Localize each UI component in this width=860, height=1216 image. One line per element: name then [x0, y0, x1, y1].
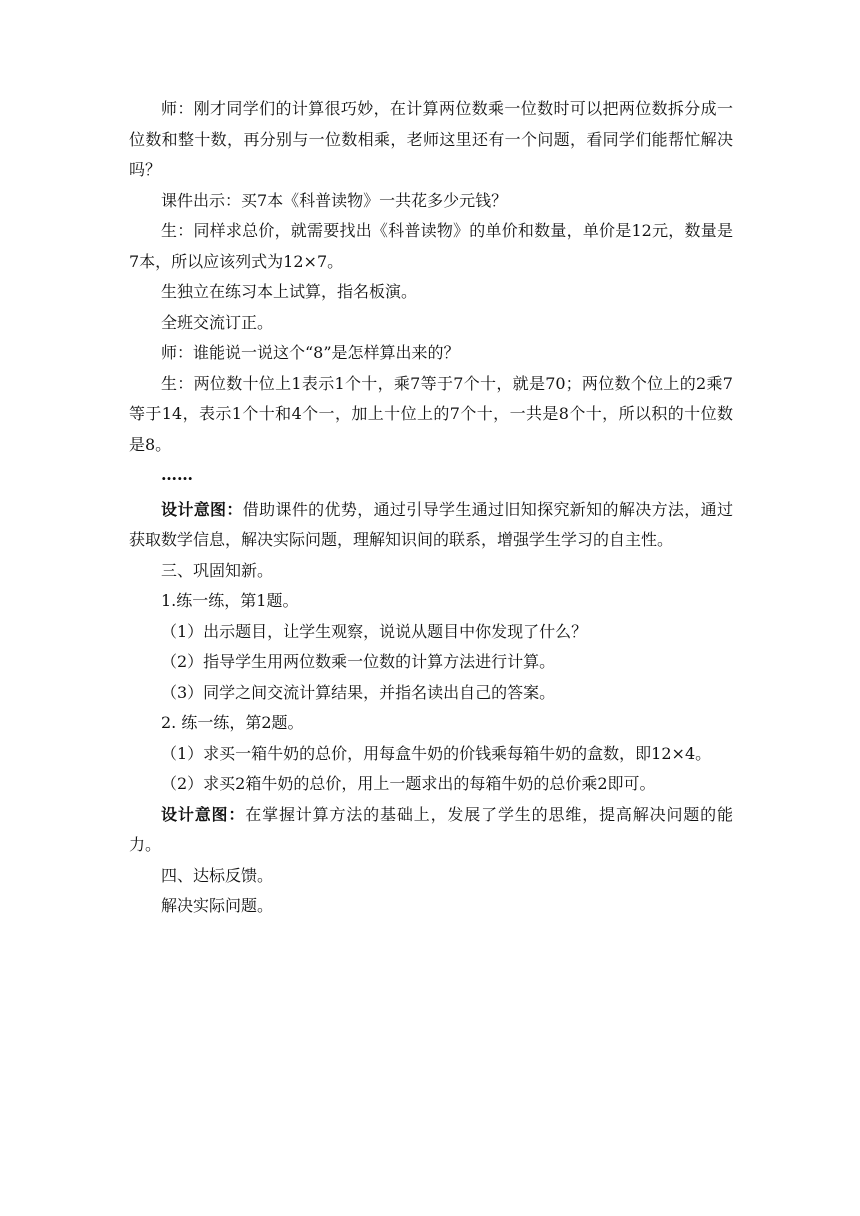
design-intent-label: 设计意图： — [161, 804, 246, 824]
section-heading-consolidate: 三、巩固知新。 — [161, 560, 274, 580]
paragraph-courseware-question: 课件出示：买7本《科普读物》一共花多少元钱？ — [161, 190, 508, 210]
paragraph-ellipsis: …… — [161, 465, 193, 484]
exercise2-step-1: （1）求买一箱牛奶的总价，用每盒牛奶的价钱乘每箱牛奶的盒数，即12×4。 — [161, 743, 712, 763]
design-intent-text: 借助课件的优势，通过引导学生通过旧知探究新知的解决方法，通过获取数学信息，解决实际问题，理解知识间的联系，增强学生学习的自主性。 — [129, 499, 733, 549]
exercise-step-2: （2）指导学生用两位数乘一位数的计算方法进行计算。 — [161, 652, 556, 671]
exercise-item-2: 2. 练一练，第2题。 — [161, 713, 304, 732]
paragraph-design-intent-1 — [129, 495, 733, 556]
paragraph-teacher-intro: 师：刚才同学们的计算很巧妙，在计算两位数乘一位数时可以把两位数拆分成一位数和整十数，再分别与一位数相乘，老师这里还有一个问题，看同学们能帮忙解决吗？ — [129, 99, 733, 179]
design-intent-text: 在掌握计算方法的基础上，发展了学生的思维，提高解决问题的能力。 — [129, 804, 733, 854]
exercise2-step-2: （2）求买2箱牛奶的总价，用上一题求出的每箱牛奶的总价乘2即可。 — [161, 774, 656, 793]
paragraph-class-correction: 全班交流订正。 — [161, 312, 274, 332]
document-page — [129, 94, 733, 922]
paragraph-design-intent-2 — [129, 800, 733, 861]
exercise-step-3: （3）同学之间交流计算结果，并指名读出自己的答案。 — [161, 682, 556, 702]
paragraph-teacher-question: 师：谁能说一说这个“8”是怎样算出来的？ — [161, 343, 460, 362]
paragraph-independent-practice: 生独立在练习本上试算，指名板演。 — [161, 282, 418, 301]
paragraph-student-answer: 生：同样求总价，就需要找出《科普读物》的单价和数量，单价是12元，数量是7本，所以应该列式为12×7。 — [129, 221, 733, 271]
section-heading-feedback: 四、达标反馈。 — [161, 865, 274, 885]
design-intent-label: 设计意图： — [161, 499, 243, 519]
exercise-item-1: 1.练一练，第1题。 — [161, 591, 299, 610]
exercise-step-1: （1）出示题目，让学生观察，说说从题目中你发现了什么？ — [161, 621, 588, 641]
paragraph-student-explanation: 生：两位数十位上1表示1个十，乘7等于7个十，就是70；两位数个位上的2乘7等于14，表示1个十和4个一，加上十位上的7个十，一共是8个十，所以积的十位数是8。 — [129, 373, 733, 454]
paragraph-solve-problems: 解决实际问题。 — [161, 896, 274, 915]
